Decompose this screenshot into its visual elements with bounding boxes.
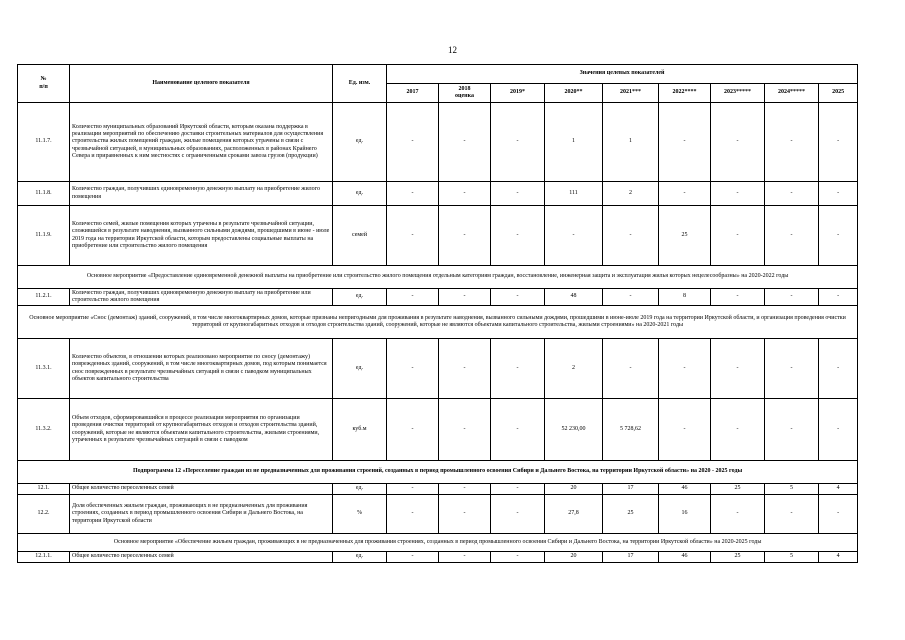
- value-cell: -: [765, 103, 819, 182]
- value-cell: -: [387, 182, 439, 206]
- value-cell: -: [491, 484, 545, 495]
- section-row: [18, 306, 858, 339]
- indicator-name: Количество объектов, в отношении которых реализовано мероприятие по сносу (демонтажу) поврежденных зданий, сооружений, в том числе многоквартирных домов, под которым понимается снос поврежденных в результате чрезвычайных ситуаций в связи с паводком муниципальных объектов капитального строительства: [70, 339, 333, 399]
- unit-cell: ед.: [333, 484, 387, 495]
- value-cell: -: [387, 339, 439, 399]
- value-cell: -: [439, 103, 491, 182]
- header-year: 2022****: [659, 84, 711, 103]
- value-cell: -: [819, 206, 858, 266]
- value-cell: 48: [545, 289, 603, 306]
- value-cell: 5 728,62: [603, 399, 659, 461]
- header-year: 2018 оценка: [439, 84, 491, 103]
- value-cell: -: [439, 484, 491, 495]
- value-cell: -: [819, 399, 858, 461]
- table-row: [18, 182, 858, 206]
- value-cell: -: [491, 206, 545, 266]
- value-cell: -: [659, 399, 711, 461]
- value-cell: -: [603, 289, 659, 306]
- value-cell: -: [711, 206, 765, 266]
- header-year: 2017: [387, 84, 439, 103]
- value-cell: -: [659, 103, 711, 182]
- table-row: [18, 339, 858, 399]
- value-cell: 5: [765, 484, 819, 495]
- row-number: 11.3.2.: [18, 399, 70, 461]
- value-cell: 52 230,00: [545, 399, 603, 461]
- value-cell: 16: [659, 495, 711, 534]
- value-cell: -: [603, 339, 659, 399]
- value-cell: -: [711, 495, 765, 534]
- value-cell: -: [387, 495, 439, 534]
- indicator-name: Количество граждан, получивших единовременную денежную выплату на приобретение или строительство жилого помещения: [70, 289, 333, 306]
- value-cell: 4: [819, 552, 858, 563]
- value-cell: 27,8: [545, 495, 603, 534]
- value-cell: -: [387, 289, 439, 306]
- table-row: [18, 399, 858, 461]
- value-cell: 46: [659, 484, 711, 495]
- value-cell: 8: [659, 289, 711, 306]
- header-year: 2020**: [545, 84, 603, 103]
- value-cell: -: [491, 495, 545, 534]
- value-cell: -: [439, 552, 491, 563]
- indicators-table: [17, 64, 858, 563]
- value-cell: -: [711, 182, 765, 206]
- value-cell: -: [387, 399, 439, 461]
- value-cell: -: [819, 339, 858, 399]
- value-cell: 25: [603, 495, 659, 534]
- value-cell: 25: [659, 206, 711, 266]
- table-row: [18, 103, 858, 182]
- section-title: Основное мероприятие «Обеспечение жильем граждан, проживающих в не предназначенных для проживания строениях, созданных в период промышленного освоения Сибири и Дальнего Востока, на территории Иркутской области» на 2020-2025 годы: [18, 534, 858, 552]
- header-year: 2019*: [491, 84, 545, 103]
- table-row: [18, 289, 858, 306]
- indicator-name: Общее количество переселенных семей: [70, 552, 333, 563]
- indicator-name: Доля обеспеченных жильем граждан, проживающих в не предназначенных для проживания строениях, созданных в период промышленного освоения Сибири и Дальнего Востока, на территории Иркутской области: [70, 495, 333, 534]
- value-cell: 20: [545, 484, 603, 495]
- value-cell: -: [765, 339, 819, 399]
- indicator-name: Объем отходов, сформировавшийся в процессе реализации мероприятия по организации проведения очистки территорий от крупногабаритных отходов и отходов строительства зданий, сооружений, которые не являются объектами капитального строительства, жилыми строениями, утраченных в результате чрезвычайных ситуаций в связи с паводком: [70, 399, 333, 461]
- header-year: 2025: [819, 84, 858, 103]
- unit-cell: %: [333, 495, 387, 534]
- header-name: Наименование целевого показателя: [70, 65, 333, 103]
- value-cell: -: [491, 289, 545, 306]
- value-cell: -: [659, 182, 711, 206]
- value-cell: -: [439, 495, 491, 534]
- section-title: Основное мероприятие «Снос (демонтаж) зданий, сооружений, в том числе многоквартирных домов, которые признаны непригодными для проживания в результате наводнения, вызванного сильными дождями, прошедшими в июне-июле 2019 года на территории Иркутской области, и организация проведения очистки территорий от крупногабаритных отходов и отходов строительства зданий, сооружений, которые не являются объектами капитального строительства, жилыми строениями» на 2020-2021 годы: [18, 306, 858, 339]
- value-cell: 1: [545, 103, 603, 182]
- value-cell: 25: [711, 552, 765, 563]
- value-cell: 111: [545, 182, 603, 206]
- value-cell: 20: [545, 552, 603, 563]
- row-number: 12.2.: [18, 495, 70, 534]
- section-title: Основное мероприятие «Предоставление единовременной денежной выплаты на приобретение или строительство жилого помещения отдельным категориям граждан, восстановление, инженерная защита и эксплуатация жилья которых нецелесообразны» на 2020-2022 годы: [18, 266, 858, 289]
- indicator-name: Количество граждан, получивших единовременную денежную выплату на приобретение жилого помещения: [70, 182, 333, 206]
- value-cell: 17: [603, 552, 659, 563]
- header-year: 2021***: [603, 84, 659, 103]
- value-cell: -: [659, 339, 711, 399]
- row-number: 11.1.8.: [18, 182, 70, 206]
- header-year: 2024*****: [765, 84, 819, 103]
- section-title: Подпрограмма 12 «Переселение граждан из не предназначенных для проживания строений, созданных в период промышленного освоения Сибири и Дальнего Востока, на территории Иркутской области» на 2020 - 2025 годы: [18, 461, 858, 484]
- value-cell: -: [711, 339, 765, 399]
- indicator-name: Общее количество переселенных семей: [70, 484, 333, 495]
- value-cell: -: [765, 182, 819, 206]
- value-cell: -: [491, 552, 545, 563]
- table-row: [18, 206, 858, 266]
- value-cell: -: [387, 206, 439, 266]
- value-cell: -: [765, 399, 819, 461]
- header-year: 2023*****: [711, 84, 765, 103]
- value-cell: -: [439, 182, 491, 206]
- value-cell: 25: [711, 484, 765, 495]
- value-cell: -: [819, 182, 858, 206]
- header-values-group: Значения целевых показателей: [387, 65, 858, 84]
- row-number: 11.1.7.: [18, 103, 70, 182]
- value-cell: -: [819, 289, 858, 306]
- value-cell: -: [387, 484, 439, 495]
- header-unit: Ед. изм.: [333, 65, 387, 103]
- table-row: [18, 484, 858, 495]
- value-cell: -: [819, 495, 858, 534]
- value-cell: -: [603, 206, 659, 266]
- value-cell: -: [387, 103, 439, 182]
- unit-cell: ед.: [333, 339, 387, 399]
- value-cell: 5: [765, 552, 819, 563]
- unit-cell: ед.: [333, 103, 387, 182]
- unit-cell: ед.: [333, 289, 387, 306]
- value-cell: -: [711, 103, 765, 182]
- section-row: [18, 461, 858, 484]
- value-cell: -: [765, 495, 819, 534]
- unit-cell: куб.м: [333, 399, 387, 461]
- value-cell: -: [491, 399, 545, 461]
- value-cell: -: [491, 182, 545, 206]
- section-row: [18, 266, 858, 289]
- indicator-name: Количество муниципальных образований Иркутской области, которым оказана поддержка в реализации мероприятий по обеспечению доставки строительных материалов для осуществления строительства жилых помещений граждан, жилые помещения которых утрачены в связи с чрезвычайной ситуацией, в муниципальных образованиях, расположенных в районах Крайнего Севера и приравненных к ним местностях с ограниченными сроками завоза грузов (продукции): [70, 103, 333, 182]
- unit-cell: ед.: [333, 552, 387, 563]
- value-cell: -: [819, 103, 858, 182]
- value-cell: 1: [603, 103, 659, 182]
- value-cell: -: [765, 206, 819, 266]
- value-cell: 4: [819, 484, 858, 495]
- value-cell: -: [439, 339, 491, 399]
- value-cell: -: [711, 399, 765, 461]
- value-cell: -: [491, 103, 545, 182]
- value-cell: -: [765, 289, 819, 306]
- table-row: [18, 552, 858, 563]
- section-row: [18, 534, 858, 552]
- row-number: 11.1.9.: [18, 206, 70, 266]
- value-cell: -: [439, 289, 491, 306]
- value-cell: -: [545, 206, 603, 266]
- unit-cell: ед.: [333, 182, 387, 206]
- table-row: [18, 495, 858, 534]
- header-num: № п/п: [18, 65, 70, 103]
- row-number: 12.1.: [18, 484, 70, 495]
- value-cell: 46: [659, 552, 711, 563]
- indicator-name: Количество семей, жилые помещения которых утрачены в результате чрезвычайной ситуации, сложившейся в результате наводнения, вызванного сильными дождями, прошедшими в июне - июле 2019 года на территории Иркутской области, которым предоставлены социальные выплаты на приобретение или строительство жилого помещения: [70, 206, 333, 266]
- value-cell: 2: [545, 339, 603, 399]
- value-cell: 2: [603, 182, 659, 206]
- row-number: 12.1.1.: [18, 552, 70, 563]
- row-number: 11.2.1.: [18, 289, 70, 306]
- value-cell: -: [711, 289, 765, 306]
- value-cell: -: [387, 552, 439, 563]
- value-cell: -: [439, 399, 491, 461]
- value-cell: -: [439, 206, 491, 266]
- page-number: 12: [448, 45, 457, 55]
- value-cell: -: [491, 339, 545, 399]
- unit-cell: семей: [333, 206, 387, 266]
- row-number: 11.3.1.: [18, 339, 70, 399]
- value-cell: 17: [603, 484, 659, 495]
